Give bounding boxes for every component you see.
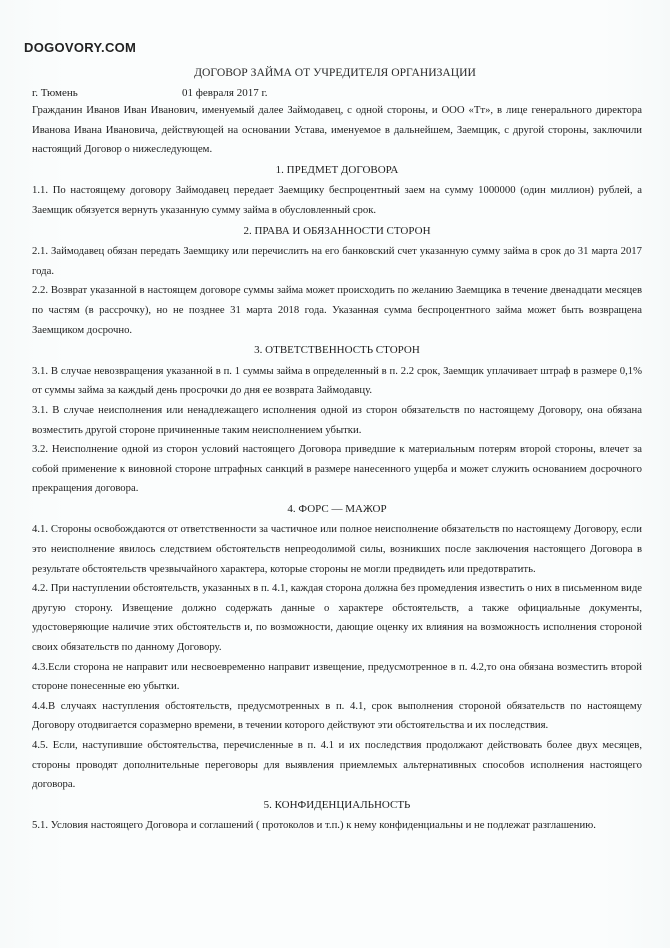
clause-paragraph: 2.2. Возврат указанной в настоящем договоре суммы займа может происходить по желанию Заемщика в течение двенадцати месяцев по частям (в рассрочку), но не позднее 31 марта 2018 года. Указанная сумма беспроцентного займа может быть возвращена Заемщиком досрочно.	[32, 284, 642, 336]
section-heading: 2. ПРАВА И ОБЯЗАННОСТИ СТОРОН	[243, 224, 431, 237]
clause-paragraph: 4.4.В случаях наступления обстоятельств, предусмотренных в п. 4.1, срок выполнения стороной обязательств по настоящему Договору отодвигается соразмерно времени, в течении которого действуют эти обстоятельства и их последствия.	[32, 699, 642, 732]
clause-paragraph: 1.1. По настоящему договору Займодавец передает Заемщику беспроцентный заем на сумму 1000000 (один миллион) рублей, а Заемщик обязуется вернуть указанную сумму займа в обусловленный срок.	[32, 184, 642, 216]
clause-paragraph: 2.1. Займодавец обязан передать Заемщику или перечислить на его банковский счет указанную сумму займа в срок до 31 марта 2017 года.	[32, 245, 642, 277]
date-label: 01 февраля 2017 г.	[182, 87, 268, 99]
document-title: ДОГОВОР ЗАЙМА ОТ УЧРЕДИТЕЛЯ ОРГАНИЗАЦИИ	[194, 66, 476, 79]
site-watermark: DOGOVORY.COM	[24, 40, 137, 55]
clause-paragraph: 4.5. Если, наступившие обстоятельства, перечисленные в п. 4.1 и их последствия продолжают действовать более двух месяцев, стороны проводят дополнительные переговоры для выявления приемлемых альтернативных способов исполнения настоящего договора.	[32, 739, 642, 791]
section-heading: 4. ФОРС — МАЖОР	[287, 502, 387, 515]
section-heading: 1. ПРЕДМЕТ ДОГОВОРА	[275, 163, 399, 176]
clause-paragraph: 4.3.Если сторона не направит или несвоевременно направит извещение, предусмотренное в п. 4.2,то она обязана возместить второй стороне понесенные ею убытки.	[32, 660, 642, 693]
section-heading: 5. КОНФИДЕНЦИАЛЬНОСТЬ	[263, 798, 411, 811]
city-label: г. Тюмень	[32, 87, 78, 99]
clause-paragraph: 3.1. В случае невозвращения указанной в п. 1 суммы займа в определенный в п. 2.2 срок, Заемщик уплачивает штраф в размере 0,1% от суммы займа за каждый день просрочки до дня ее возврата Займодавцу.	[32, 364, 642, 397]
clause-paragraph: 5.1. Условия настоящего Договора и соглашений ( протоколов и т.п.) к нему конфиденциальны и не подлежат разглашению.	[32, 819, 596, 832]
clause-paragraph: 4.1. Стороны освобождаются от ответственности за частичное или полное неисполнение обязательств по настоящему Договору, если это неисполнение явилось следствием обстоятельств непреодолимой силы, возникших после заключения настоящего Договора в результате обстоятельств чрезвычайного характера, которые стороны не могли предвидеть или предотвратить.	[32, 523, 642, 575]
preamble: Гражданин Иванов Иван Иванович, именуемый далее Займодавец, с одной стороны, и ООО «Тт», в лице генерального директора Иванова Ивана Ивановича, действующей на основании Устава, именуемое в дальнейшем, Заемщик, с другой стороны, заключили настоящий Договор о нижеследующем.	[32, 104, 642, 156]
clause-paragraph: 3.1. В случае неисполнения или ненадлежащего исполнения одной из сторон обязательств по настоящему Договору, она обязана возместить другой стороне причиненные таким неисполнением убытки.	[32, 403, 642, 436]
clause-paragraph: 3.2. Неисполнение одной из сторон условий настоящего Договора приведшие к материальным потерям второй стороны, влечет за собой применение к виновной стороне штрафных санкций в размере нанесенного ущерба и может служить основанием досрочного прекращения договора.	[32, 443, 642, 495]
document-body	[32, 101, 642, 836]
section-heading: 3. ОТВЕТСТВЕННОСТЬ СТОРОН	[254, 344, 420, 357]
clause-paragraph: 4.2. При наступлении обстоятельств, указанных в п. 4.1, каждая сторона должна без промедления известить о них в письменном виде другую сторону. Извещение должно содержать данные о характере обстоятельств, а также официальные документы, удостоверяющие наличие этих обстоятельств и, по возможности, дающие оценку их влияния на возможность исполнения стороной своих обязательств по данному Договору.	[32, 582, 642, 654]
